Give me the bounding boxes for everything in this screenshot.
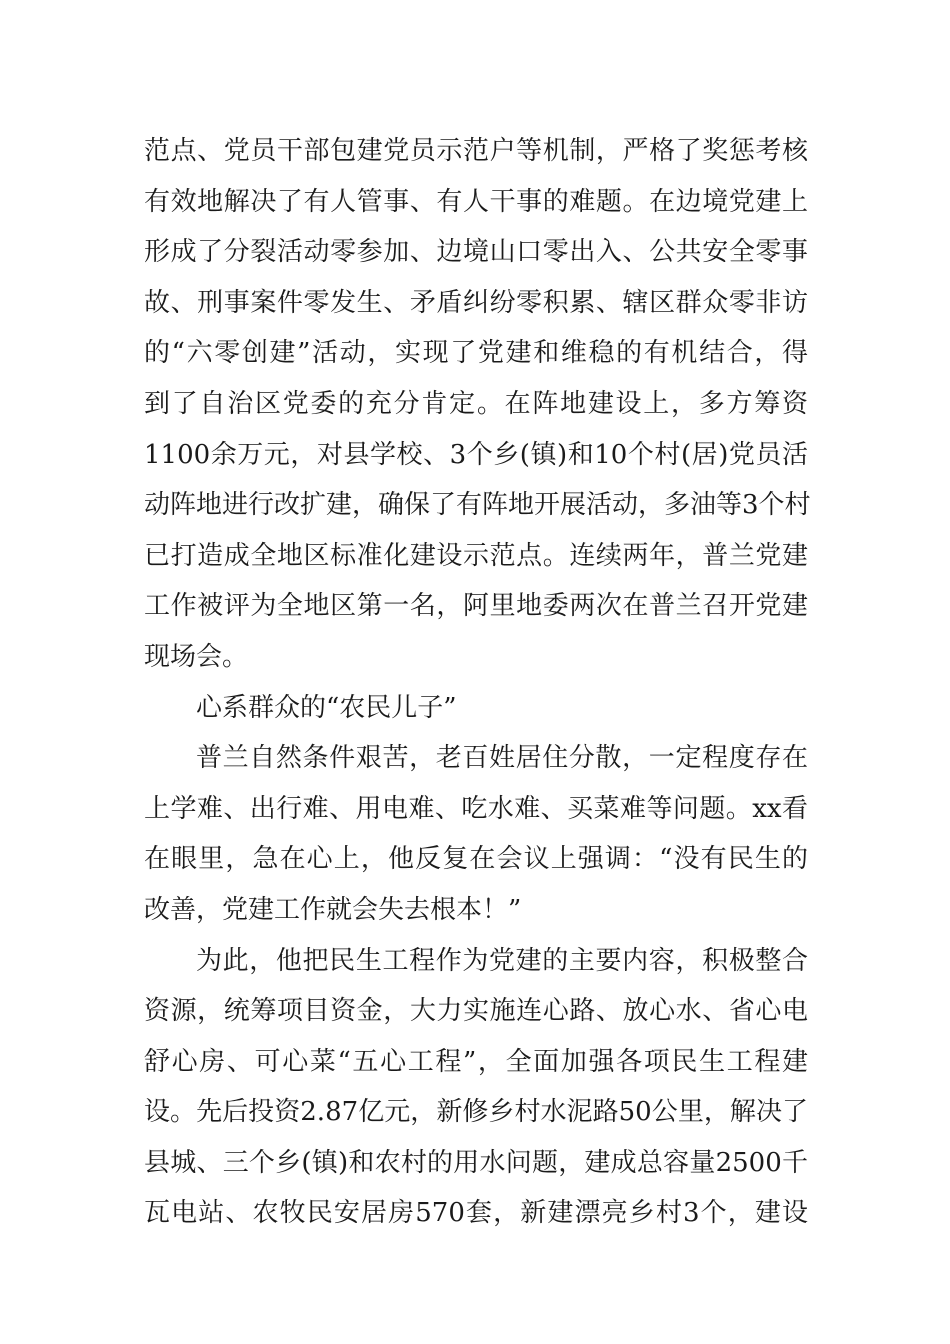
paragraph-2-line: 在眼里，急在心上，他反复在会议上强调：“没有民生的 <box>144 844 808 875</box>
paragraph-3 <box>144 936 808 1240</box>
section-heading: 心系群众的“农民儿子” <box>196 692 457 723</box>
paragraph-3-line: 资源，统筹项目资金，大力实施连心路、放心水、省心电 <box>144 996 808 1027</box>
paragraph-1-line: 工作被评为全地区第一名，阿里地委两次在普兰召开党建 <box>144 591 808 622</box>
paragraph-1-line: 到了自治区党委的充分肯定。在阵地建设上，多方筹资 <box>144 388 808 419</box>
paragraph-1-line: 的“六零创建”活动，实现了党建和维稳的有机结合，得 <box>144 338 808 369</box>
paragraph-1-line: 动阵地进行改扩建，确保了有阵地开展活动，多油等3个村 <box>144 490 811 521</box>
paragraph-1-line: 1100余万元，对县学校、3个乡(镇)和10个村(居)党员活 <box>144 439 808 470</box>
paragraph-3-line: 为此，他把民生工程作为党建的主要内容，积极整合 <box>196 945 808 976</box>
paragraph-2-line: 普兰自然条件艰苦，老百姓居住分散，一定程度存在 <box>196 743 808 774</box>
paragraph-1-line: 形成了分裂活动零参加、边境山口零出入、公共安全零事 <box>144 237 808 268</box>
paragraph-1 <box>144 126 811 683</box>
paragraph-1-line: 现场会。 <box>144 641 249 672</box>
paragraph-2 <box>144 733 808 935</box>
paragraph-3-line: 舒心房、可心菜“五心工程”，全面加强各项民生工程建 <box>144 1046 808 1077</box>
paragraph-1-line: 有效地解决了有人管事、有人干事的难题。在边境党建上 <box>144 186 808 217</box>
paragraph-1-line: 范点、党员干部包建党员示范户等机制，严格了奖惩考核 <box>144 136 808 166</box>
paragraph-3-line: 设。先后投资2.87亿元，新修乡村水泥路50公里，解决了 <box>144 1097 808 1128</box>
document-body <box>144 126 811 1239</box>
paragraph-2-line: 上学难、出行难、用电难、吃水难、买菜难等问题。xx看 <box>144 793 808 824</box>
paragraph-3-line: 瓦电站、农牧民安居房570套，新建漂亮乡村3个，建设 <box>144 1198 808 1229</box>
paragraph-1-line: 故、刑事案件零发生、矛盾纠纷零积累、辖区群众零非访 <box>144 287 808 318</box>
paragraph-2-line: 改善，党建工作就会失去根本！” <box>144 894 522 925</box>
paragraph-1-line: 已打造成全地区标准化建设示范点。连续两年，普兰党建 <box>144 540 808 571</box>
paragraph-3-line: 县城、三个乡(镇)和农村的用水问题，建成总容量2500千 <box>144 1147 808 1178</box>
